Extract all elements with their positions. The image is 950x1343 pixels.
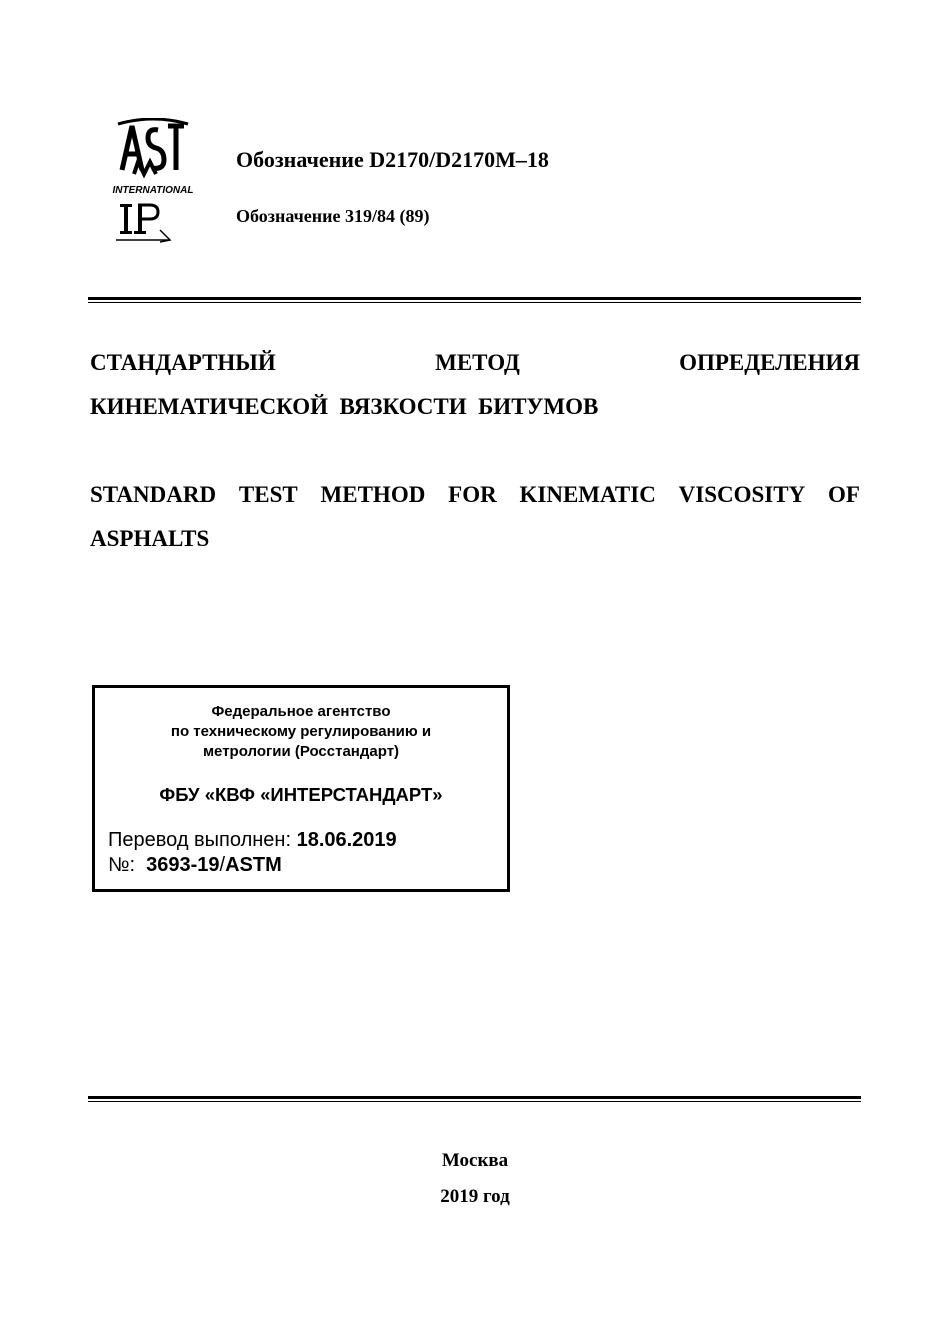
stamp-organization: ФБУ «КВФ «ИНТЕРСТАНДАРТ» bbox=[159, 784, 443, 805]
footer-city: Москва bbox=[441, 1150, 509, 1171]
title-en-word: STANDARD bbox=[90, 482, 217, 507]
stamp-translation-date bbox=[108, 829, 397, 852]
designation-main: Обозначение D2170/D2170M–18 bbox=[236, 147, 549, 172]
stamp-translated-date: 18.06.2019 bbox=[296, 829, 397, 851]
title-english bbox=[90, 473, 860, 561]
stamp-number-value: 3693-19 bbox=[146, 854, 220, 876]
stamp-translated-label: Перевод выполнен: bbox=[108, 829, 297, 851]
astm-logo bbox=[108, 118, 198, 198]
top-divider bbox=[88, 297, 861, 303]
stamp-number-separator: / bbox=[219, 854, 226, 876]
stamp-agency-line: Федеральное агентство bbox=[211, 703, 391, 720]
ip-logo bbox=[112, 200, 174, 244]
stamp-agency-line: метрологии (Росстандарт) bbox=[202, 743, 400, 760]
stamp-number bbox=[108, 854, 282, 877]
translation-stamp bbox=[92, 685, 510, 892]
title-russian bbox=[90, 341, 860, 429]
stamp-number-label: №: bbox=[108, 854, 147, 876]
stamp-agency-line: по техническому регулированию и bbox=[170, 723, 432, 740]
bottom-divider bbox=[88, 1096, 861, 1102]
footer-year: 2019 год bbox=[440, 1186, 510, 1207]
astm-logo-icon bbox=[108, 118, 198, 198]
title-english-line2: ASPHALTS bbox=[90, 526, 210, 551]
stamp-agency bbox=[95, 702, 507, 762]
title-ru-word: МЕТОД bbox=[435, 350, 520, 375]
title-en-word: FOR bbox=[448, 482, 497, 507]
title-en-word: METHOD bbox=[320, 482, 426, 507]
title-en-word: VISCOSITY bbox=[678, 482, 806, 507]
title-en-word: KINEMATIC bbox=[519, 482, 656, 507]
title-ru-word: ОПРЕДЕЛЕНИЯ bbox=[679, 350, 860, 375]
stamp-number-suffix: ASTM bbox=[225, 854, 282, 876]
astm-logo-text: INTERNATIONAL bbox=[112, 185, 194, 196]
designation-sub: Обозначение 319/84 (89) bbox=[236, 206, 430, 226]
title-en-word: OF bbox=[828, 482, 860, 507]
title-en-word: TEST bbox=[238, 482, 298, 507]
title-russian-line1 bbox=[90, 341, 860, 385]
title-russian-line2: КИНЕМАТИЧЕСКОЙ ВЯЗКОСТИ БИТУМОВ bbox=[90, 394, 599, 419]
ip-logo-icon bbox=[112, 200, 174, 244]
title-ru-word: СТАНДАРТНЫЙ bbox=[90, 350, 276, 375]
title-english-line1 bbox=[90, 473, 860, 517]
